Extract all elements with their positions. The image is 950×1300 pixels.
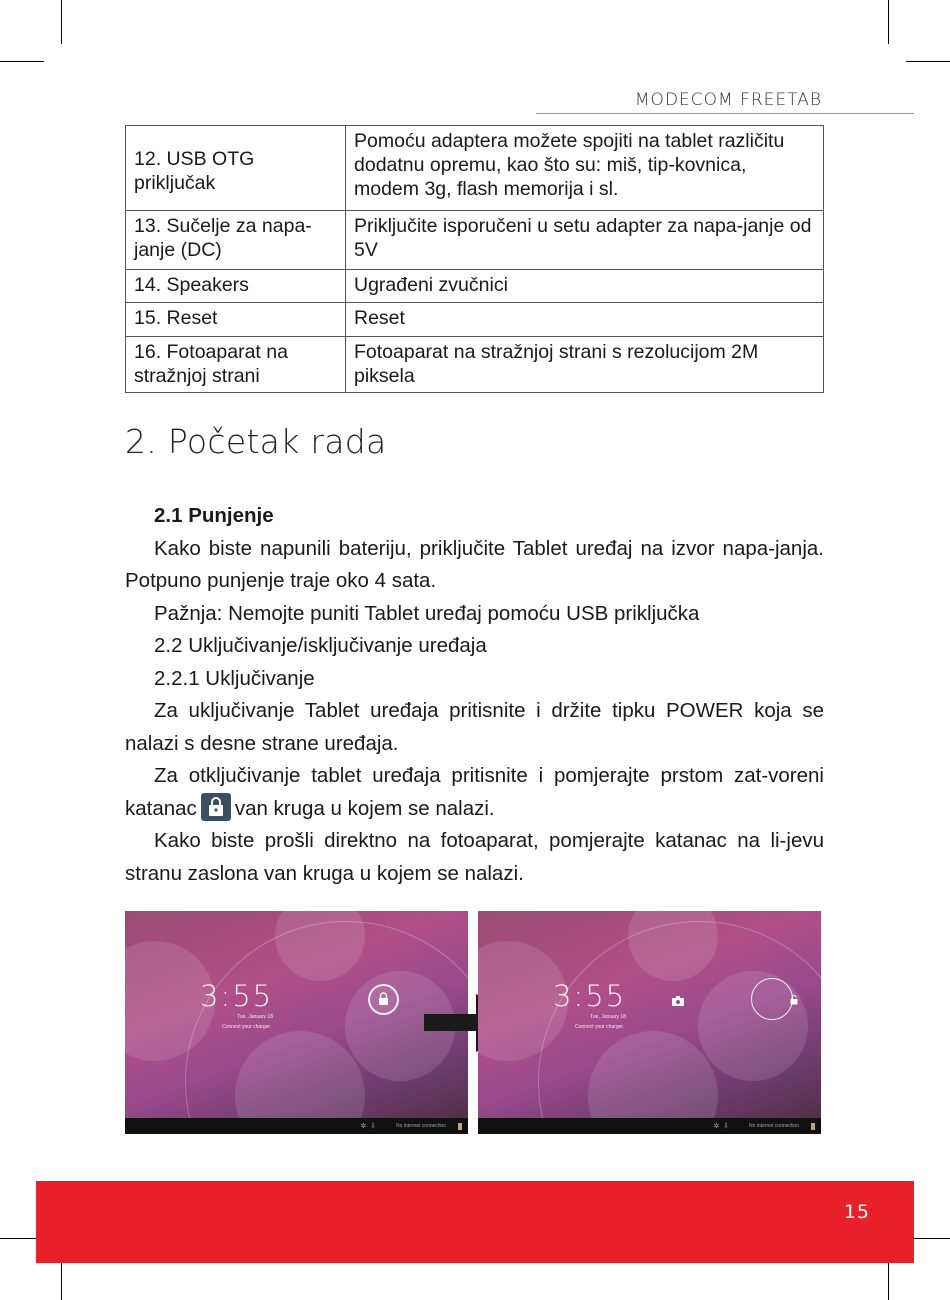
crop-mark xyxy=(61,0,62,44)
battery-icon xyxy=(458,1123,462,1130)
footer-band xyxy=(36,1181,914,1263)
no-connection-label: No internet connection xyxy=(748,1123,799,1129)
table-cell-desc: Pomoću adaptera možete spojiti na tablet različitu dodatnu opremu, kao što su: miš, tip-kovnica, modem 3g, flash memorija i sl. xyxy=(346,126,824,211)
paragraph: Kako biste prošli direktno na fotoaparat, pomjerajte katanac na li-jevu stranu zaslona van kruga u kojem se nalazi. xyxy=(125,829,824,885)
table-cell-desc: Fotoaparat na stražnjoj strani s rezolucijom 2M piksela xyxy=(346,337,824,393)
crop-mark xyxy=(906,61,950,62)
subheading: 2.2 Uključivanje/isključivanje uređaja xyxy=(154,634,487,657)
section-title: 2. Početak rada xyxy=(125,422,387,461)
paragraph xyxy=(125,760,824,825)
subheading-charging: 2.1 Punjenje xyxy=(154,504,274,527)
paragraph: Kako biste napunili bateriju, priključite Tablet uređaj na izvor napa-janja. Potpuno punjenje traje oko 4 sata. xyxy=(125,536,824,592)
table-cell-label: 15. Reset xyxy=(126,303,346,337)
table-cell-label: 16. Fotoaparat na stražnjoj strani xyxy=(126,337,346,393)
table-cell-label: 13. Sučelje za napa-janje (DC) xyxy=(126,211,346,270)
page-number: 15 xyxy=(843,1201,870,1223)
header-brand: MODECOM FREETAB xyxy=(634,90,822,110)
table-cell-label: 14. Speakers xyxy=(126,270,346,303)
clock-date: Tue, January 18 xyxy=(237,1014,273,1020)
paragraph-part: van kruga u kojem se nalazi. xyxy=(234,796,495,820)
table-row xyxy=(126,211,824,270)
body-text xyxy=(125,500,824,890)
subheading: 2.2.1 Uključivanje xyxy=(154,666,315,690)
lock-icon xyxy=(201,793,231,821)
spec-table xyxy=(125,125,824,393)
clock-date: Tue, January 18 xyxy=(590,1014,626,1020)
unlock-target-ring xyxy=(751,978,793,1020)
battery-icon xyxy=(811,1123,815,1130)
table-cell-desc: Priključite isporučeni u setu adapter za napa-janje od 5V xyxy=(346,211,824,270)
paragraph-part: Za otključivanje tablet uređaja pritisnite i pomjerajte prstom zat-voreni katanac xyxy=(125,764,824,820)
camera-icon xyxy=(672,993,684,1011)
table-cell-desc: Ugrađeni zvučnici xyxy=(346,270,824,303)
crop-mark xyxy=(888,0,889,44)
clock-time: 3:55 xyxy=(553,979,627,1013)
table-cell-label: 12. USB OTG priključak xyxy=(126,126,346,211)
crop-mark xyxy=(0,61,44,62)
status-icons: ✲ ⇩ xyxy=(713,1123,729,1130)
paragraph: Pažnja: Nemojte puniti Tablet uređaj pomoću USB priključka xyxy=(154,601,700,625)
table-row xyxy=(126,303,824,337)
lockscreen-screenshot-after xyxy=(478,911,821,1134)
table-row xyxy=(126,270,824,303)
status-icons: ✲ ⇩ xyxy=(360,1123,376,1130)
table-row xyxy=(126,337,824,393)
paragraph: Za uključivanje Tablet uređaja pritisnite i držite tipku POWER koja se nalazi s desne strane uređaja. xyxy=(125,699,824,755)
charger-message: Connect your charger. xyxy=(575,1024,625,1030)
lock-ring-icon xyxy=(368,984,399,1015)
charger-message: Connect your charger. xyxy=(222,1024,272,1030)
header-rule xyxy=(536,113,914,114)
table-cell-desc: Reset xyxy=(346,303,824,337)
clock-time: 3:55 xyxy=(200,979,274,1013)
no-connection-label: No internet connection xyxy=(395,1123,446,1129)
table-row xyxy=(126,126,824,211)
lockscreen-screenshot-before xyxy=(125,911,468,1134)
unlock-icon xyxy=(789,992,799,1010)
